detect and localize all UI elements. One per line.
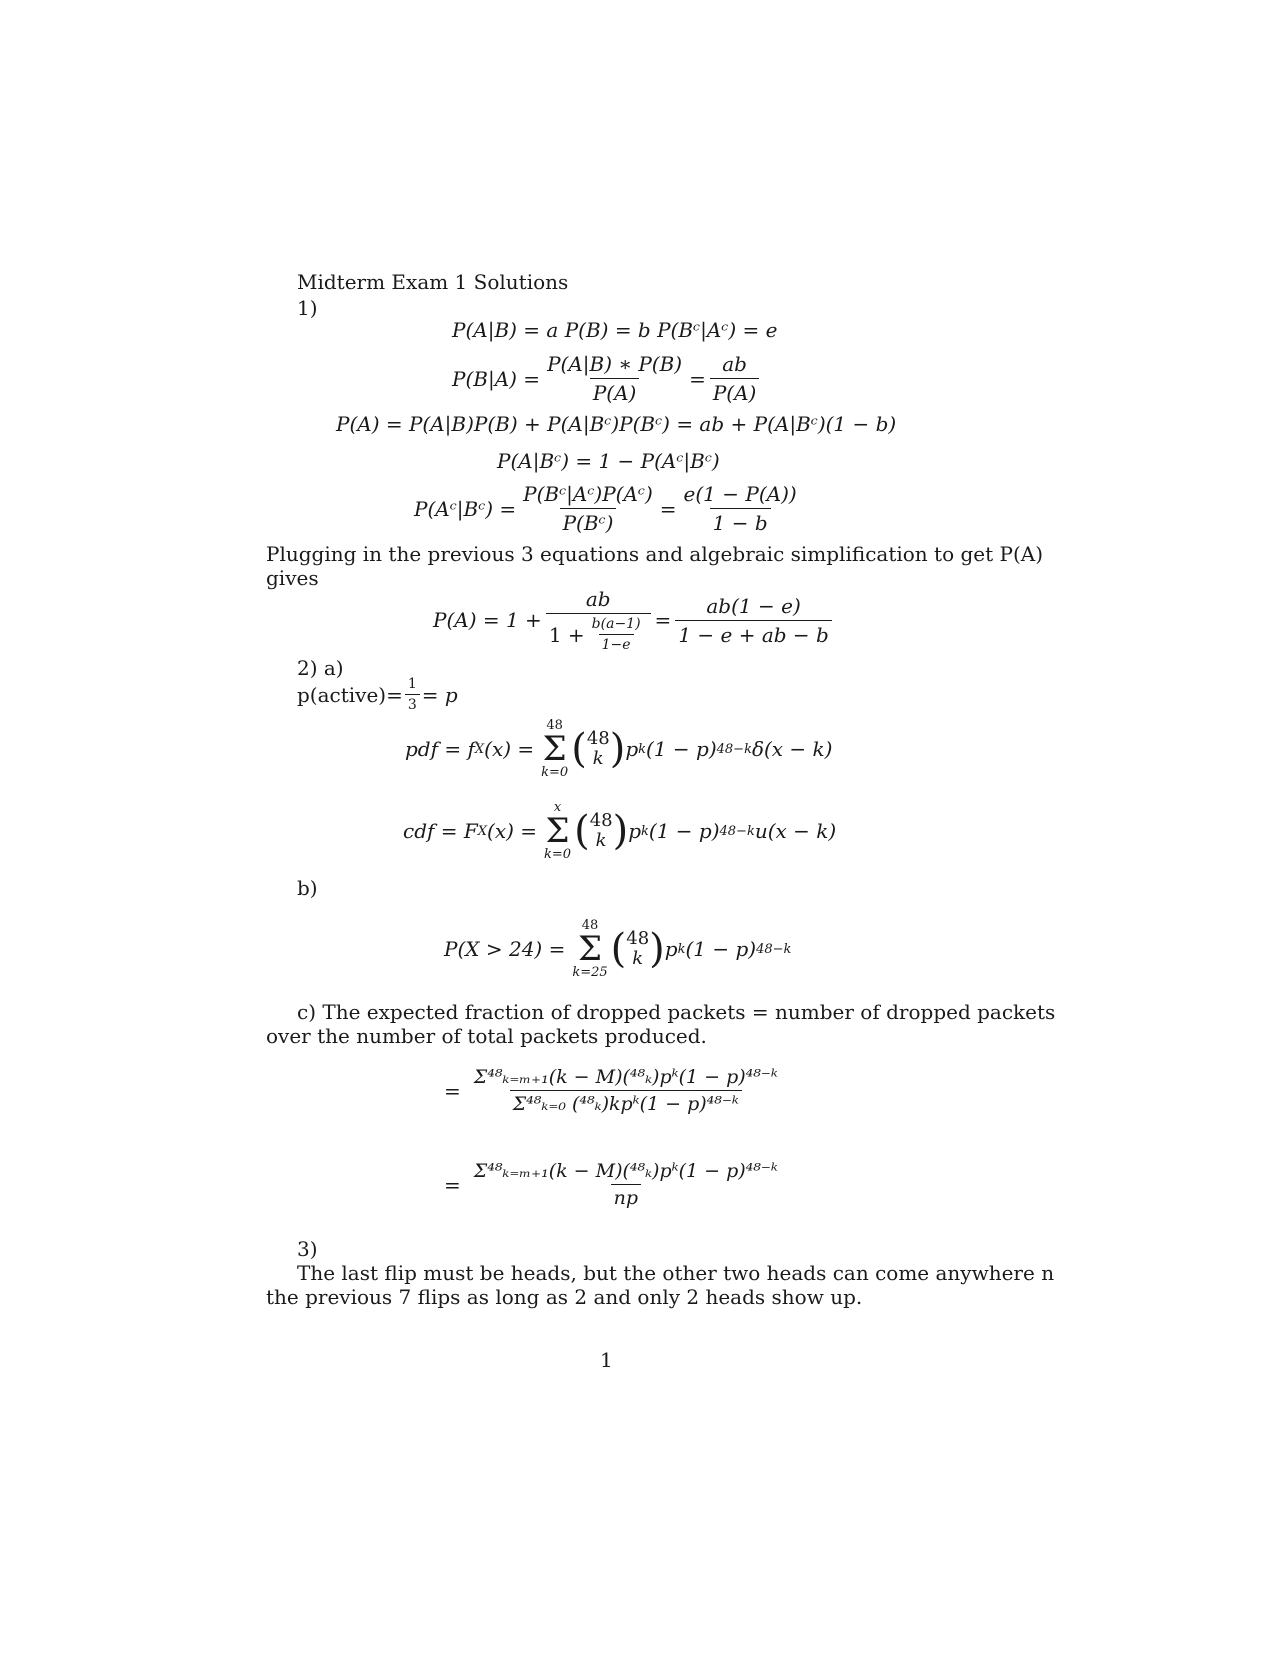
eq-complement: P(A|Bᶜ) = 1 − P(Aᶜ|Bᶜ) (497, 449, 720, 473)
p-active-line: p(active)= $\frac{1}{3}$ = p (297, 676, 458, 713)
dropped-frac-2: $\frac{\text{Σ⁴⁸ₖ₌ₘ₊₁(k − M)(⁴⁸ₖ)pᵏ(1 − p)⁴⁸⁻ᵏ}}{np}$ (473, 1160, 778, 1209)
eq-bayes-acbc: P(Aᶜ|Bᶜ) = $\frac{\text{P(Bᶜ|Aᶜ)P(Aᶜ)}}{\text{P(Bᶜ)}}$ = $\frac{e(1 - P(A))}{1 - b}$ (414, 482, 804, 535)
page-title: Midterm Exam 1 Solutions (297, 270, 569, 294)
eq-pdf: pdf = f X (x) = 48 Σ k=0 ( 48 k ) p k (1 − p) 48−k δ(x − k) (405, 718, 833, 780)
eq-acbc-frac1: $\frac{\text{P(Bᶜ|Aᶜ)P(Aᶜ)}}{\text{P(Bᶜ)}}$ (523, 482, 653, 535)
eq-pa-result: P(A) = 1 + ab 1 + $\frac{b(a-1)}{1-e}$ = $\frac{ab(1 - e)}{1 - e + ab - b}$ (433, 587, 836, 653)
question-1-label: 1) (297, 296, 318, 320)
text-gives: gives (266, 566, 319, 590)
eq-pa-frac1: ab 1 + $\frac{b(a-1)}{1-e}$ (546, 587, 651, 653)
eq-bayes-frac2: $\frac{ab}{P(A)}$ (710, 352, 760, 405)
cdf-summation: x Σ k=0 (544, 800, 572, 862)
text-c-line2: over the number of total packets produced. (266, 1024, 707, 1048)
dropped-frac-1: $\frac{\text{Σ⁴⁸ₖ₌ₘ₊₁(k − M)(⁴⁸ₖ)pᵏ(1 − p)⁴⁸⁻ᵏ}}{\text{Σ⁴⁸ₖ₌₀ (⁴⁸ₖ)kpᵏ(1 − p)⁴⁸⁻ᵏ}}$ (473, 1066, 778, 1115)
text-plugging: Plugging in the previous 3 equations and algebraic simplification to get P(A) (266, 542, 1044, 566)
eq-bayes-pba: P(B|A) = $\frac{P(A|B) ∗ P(B)}{P(A)}$ = $\frac{ab}{P(A)}$ (452, 352, 763, 405)
eq-given-values: P(A|B) = a P(B) = b P(Bᶜ|Aᶜ) = e (452, 318, 778, 342)
pb-binomial: ( 48 k ) (610, 926, 665, 972)
eq-dropped-fraction-1: = $\frac{\text{Σ⁴⁸ₖ₌ₘ₊₁(k − M)(⁴⁸ₖ)pᵏ(1 − p)⁴⁸⁻ᵏ}}{\text{Σ⁴⁸ₖ₌₀ (⁴⁸ₖ)kpᵏ(1 − p)⁴⁸⁻ᵏ}}$ (444, 1066, 785, 1115)
eq-acbc-frac2: $\frac{e(1 - P(A))}{1 - b}$ (683, 482, 797, 535)
text-q3-line2: the previous 7 flips as long as 2 and only 2 heads show up. (266, 1285, 863, 1309)
text-c-line1: c) The expected fraction of dropped packets = number of dropped packets (297, 1000, 1056, 1024)
eq-total-probability: P(A) = P(A|B)P(B) + P(A|Bᶜ)P(Bᶜ) = ab + P(A|Bᶜ)(1 − b) (336, 412, 897, 436)
pb-summation: 48 Σ k=25 (572, 918, 608, 980)
pdf-summation: 48 Σ k=0 (541, 718, 569, 780)
eq-cdf: cdf = F X (x) = x Σ k=0 ( 48 k ) p k (1 − p) 48−k u(x − k) (403, 800, 837, 862)
eq-bayes-frac1: $\frac{P(A|B) ∗ P(B)}{P(A)}$ (547, 352, 683, 405)
eq-pa-frac2: $\frac{ab(1 - e)}{1 - e + ab - b}$ (675, 594, 832, 647)
page-number: 1 (600, 1348, 613, 1372)
question-3-label: 3) (297, 1237, 318, 1261)
one-third-frac: $\frac{1}{3}$ (405, 676, 420, 713)
eq-bayes-lhs: P(B|A) = (452, 366, 541, 391)
question-2a-label: 2) a) (297, 656, 344, 680)
cdf-binomial: ( 48 k ) (574, 808, 629, 854)
question-2b-label: b) (297, 876, 318, 900)
text-q3-line1: The last flip must be heads, but the other two heads can come anywhere n (297, 1261, 1055, 1285)
pdf-binomial: ( 48 k ) (571, 726, 626, 772)
eq-prob-x-gt-24: P(X > 24) = 48 Σ k=25 ( 48 k ) p k (1 − p) 48−k (444, 918, 792, 980)
eq-dropped-fraction-2: = $\frac{\text{Σ⁴⁸ₖ₌ₘ₊₁(k − M)(⁴⁸ₖ)pᵏ(1 − p)⁴⁸⁻ᵏ}}{np}$ (444, 1160, 785, 1209)
